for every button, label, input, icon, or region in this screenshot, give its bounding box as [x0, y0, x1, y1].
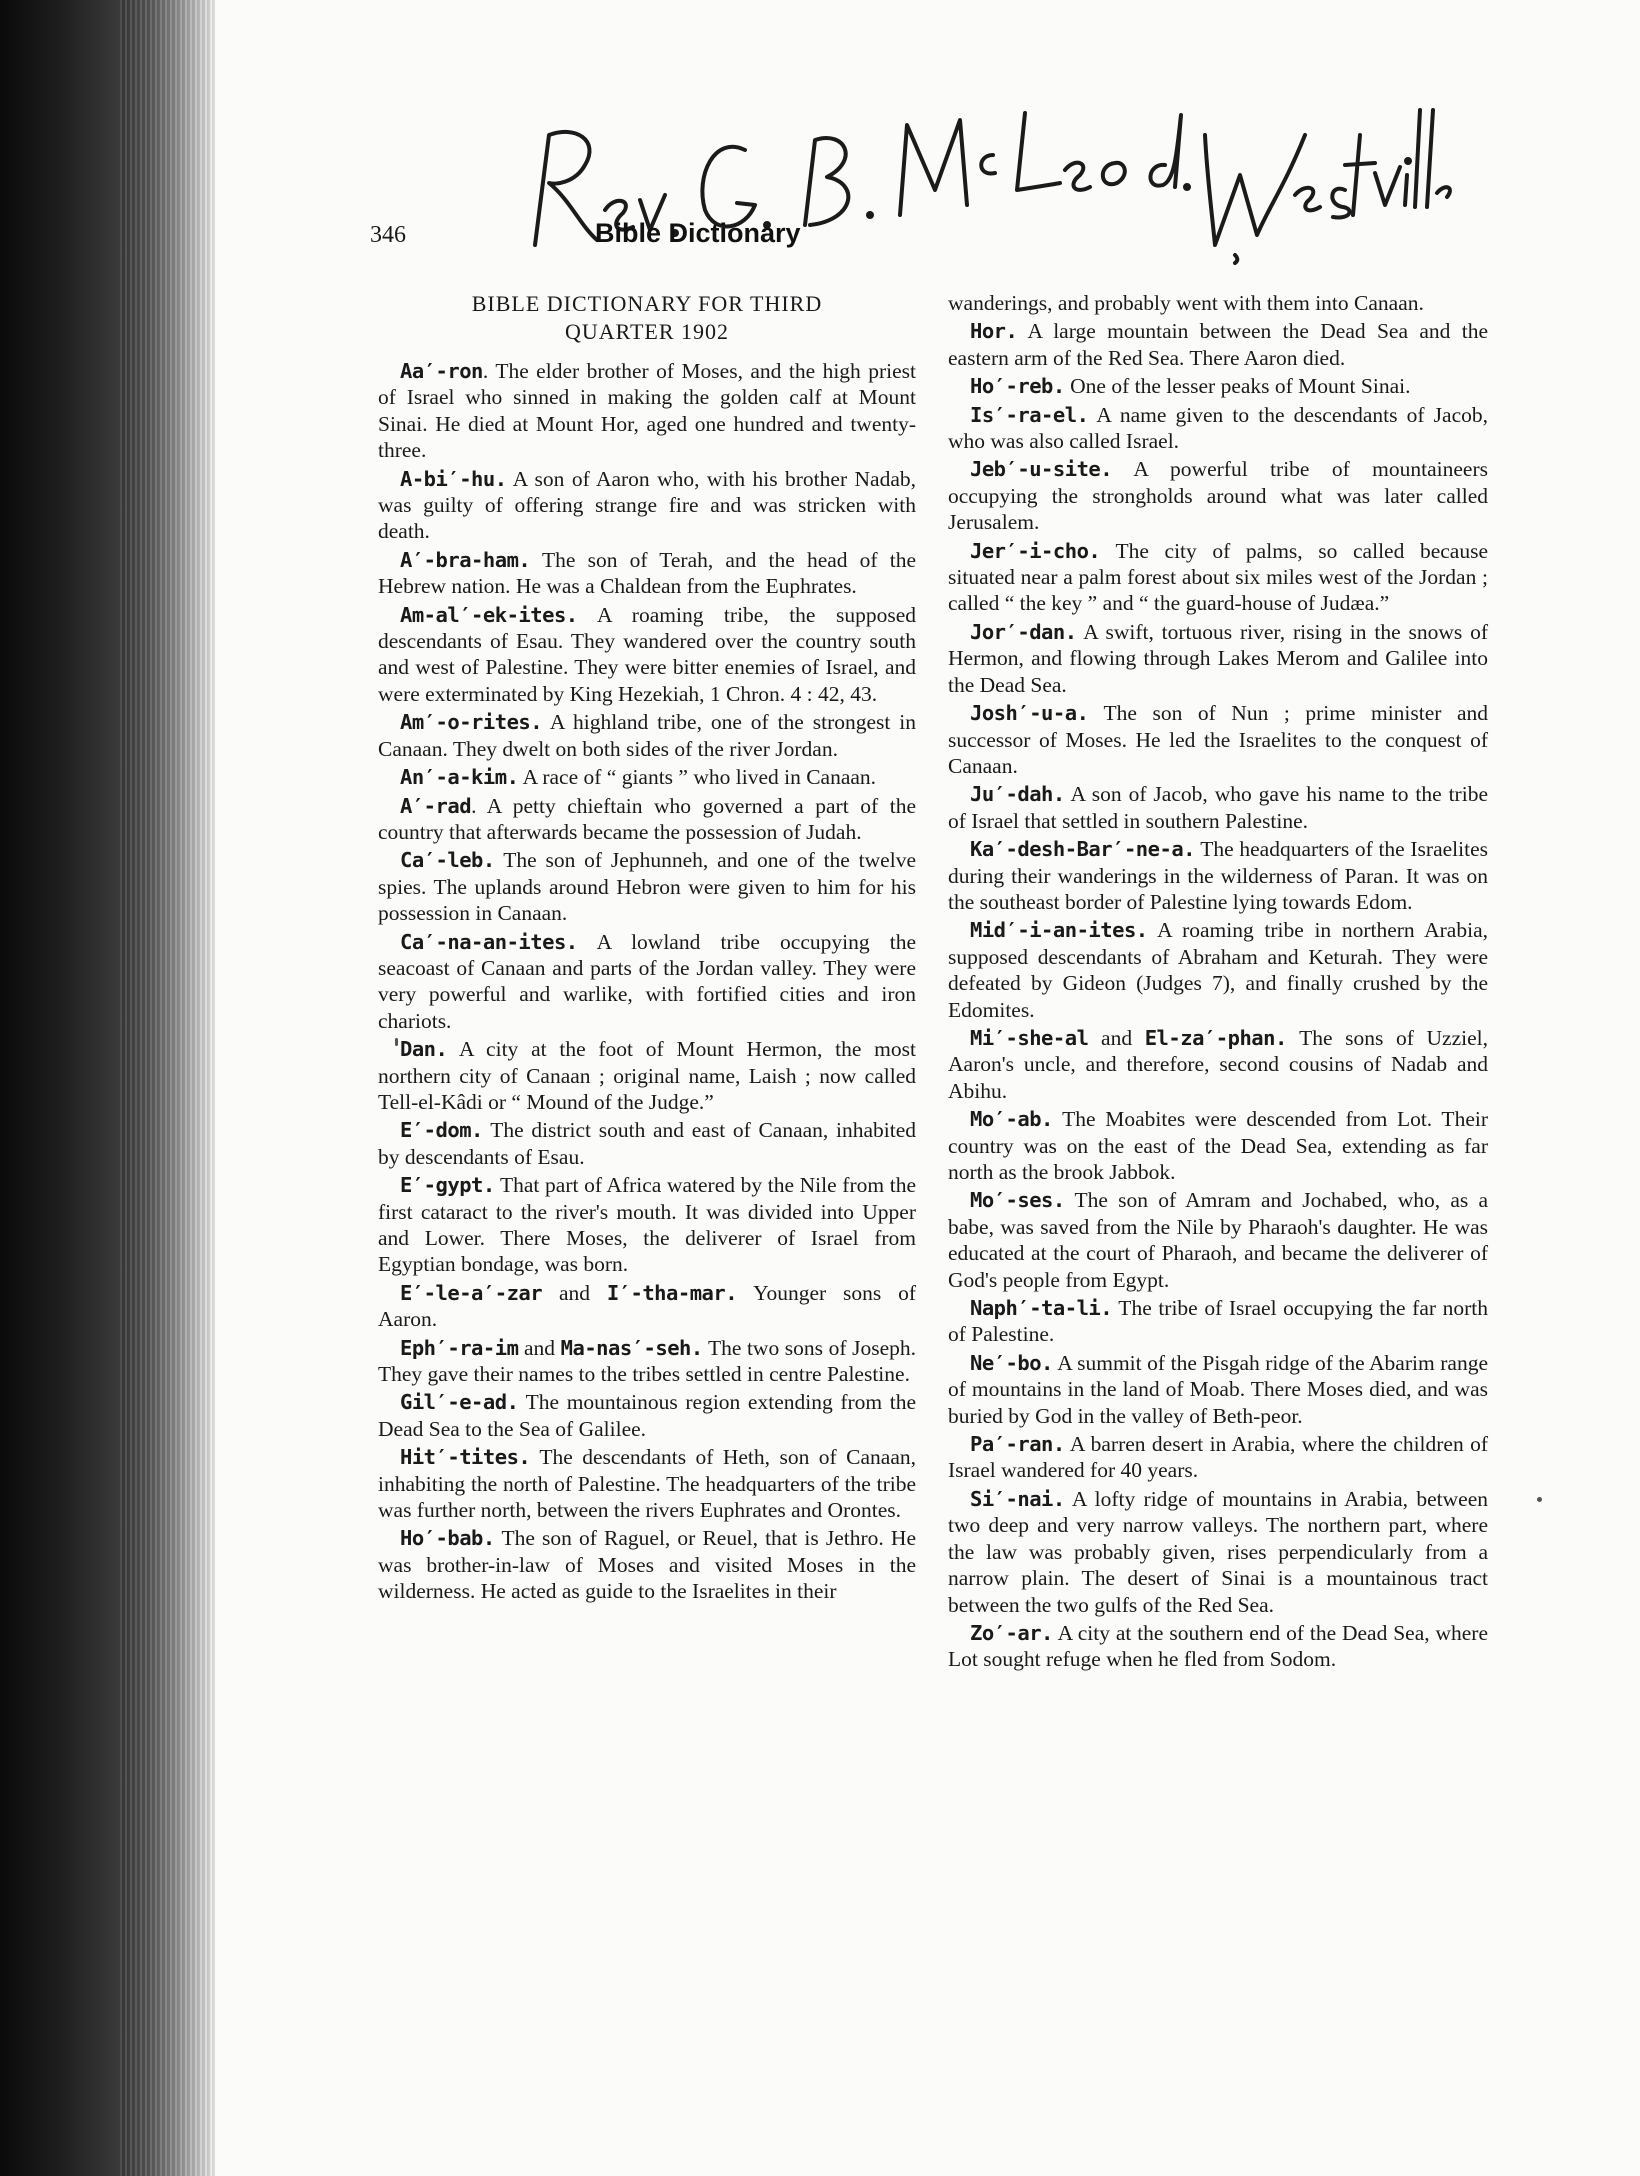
dictionary-entry [948, 1350, 1488, 1429]
dictionary-entry [378, 1335, 916, 1388]
entry-definition: One of the lesser peaks of Mount Sinai. [1064, 374, 1411, 399]
entry-headword: Mo′-ses. [970, 1188, 1065, 1213]
page-number: 346 [370, 222, 406, 248]
left-entry-list [378, 358, 916, 1605]
dictionary-entry [378, 1172, 916, 1278]
dictionary-entry [948, 1106, 1488, 1185]
entry-headword: Ka′-desh-Bar′-ne-a. [970, 837, 1195, 862]
page-speck [1537, 1497, 1542, 1502]
entry-definition: The district south and east of Canaan, inhabited by descendants of Esau. [378, 1118, 916, 1169]
entry-definition: The mountainous region extending from the Dead Sea to the Sea of Galilee. [378, 1390, 916, 1441]
entry-headword: E′-dom. [400, 1118, 483, 1143]
dictionary-entry [378, 466, 916, 545]
entry-definition: A son of Aaron who, with his brother Nadab, was guilty of offering strange fire and was stricken with death. [378, 466, 916, 544]
entry-definition: A swift, tortuous river, rising in the snows of Hermon, and flowing through Lakes Merom and Galilee into the Dead Sea. [948, 619, 1488, 697]
entry-headword: Mo′-ab. [970, 1107, 1053, 1132]
entry-headword: Gil′-e-ad. [400, 1390, 519, 1415]
entry-headword: Aa′-ron [400, 359, 483, 383]
dictionary-entry [948, 538, 1488, 617]
entry-definition: A powerful tribe of mountaineers occupying the strongholds around what was later called Jerusalem. [948, 457, 1488, 535]
entry-headword: Mi′-she-al [970, 1025, 1089, 1050]
dictionary-page [215, 0, 1640, 2176]
right-column [948, 290, 1488, 1675]
left-column [378, 290, 916, 1607]
dictionary-entry [948, 1295, 1488, 1348]
entry-headword: E′-le-a′-zar [400, 1280, 543, 1305]
entry-headword: Naph′-ta-li. [970, 1296, 1113, 1321]
dictionary-entry [948, 700, 1488, 779]
entry-definition: A lowland tribe occupying the seacoast of Canaan and parts of the Jordan valley. They were very powerful and warlike, with fortified cities and iron chariots. [378, 929, 916, 1033]
entry-headword: An′-a-kim. [400, 765, 519, 790]
entry-definition: The two sons of Joseph. They gave their names to the tribes settled in centre Palestine. [378, 1335, 916, 1387]
entry-definition: The Moabites were descended from Lot. Their country was on the east of the Dead Sea, extending as far north as the brook Jabbok. [948, 1107, 1488, 1184]
entry-definition: A roaming tribe in northern Arabia, supposed descendants of Abraham and Keturah. They were defeated by Gideon (Judges 7), and finally crushed by the Edomites. [948, 918, 1488, 1022]
entry-definition: The sons of Uzziel, Aaron's uncle, and therefore, second cousins of Nadab and Abihu. [948, 1025, 1488, 1103]
entry-definition: The son of Jephunneh, and one of the twelve spies. The uplands around Hebron were given to him for his possession in Canaan. [378, 848, 916, 926]
dictionary-entry [378, 1525, 916, 1604]
page-mark [395, 1038, 398, 1046]
entry-headword: Ma-nas′-seh. [560, 1335, 703, 1360]
entry-definition: A city at the southern end of the Dead Sea, where Lot sought refuge when he fled from Sodom. [948, 1620, 1488, 1672]
entry-definition: A barren desert in Arabia, where the children of Israel wandered for 40 years. [948, 1432, 1488, 1483]
entry-headword: El-za′-phan. [1144, 1025, 1287, 1050]
entry-headword: Ho′-bab. [400, 1526, 495, 1551]
dictionary-entry [378, 1117, 916, 1170]
entry-headword: I′-tha-mar. [606, 1280, 738, 1305]
entry-definition: A lofty ridge of mountains in Arabia, between two deep and very narrow valleys. The northern part, where the law was probably given, rises perpendicularly from a narrow plain. The desert of Sinai is a mountainous tract between the two gulfs of the Red Sea. [948, 1486, 1488, 1617]
page-leaves [120, 0, 215, 2176]
dictionary-entry [378, 1444, 916, 1523]
entry-definition: The son of Nun ; prime minister and successor of Moses. He led the Israelites to the conquest of Canaan. [948, 701, 1488, 778]
entry-definition: The son of Amram and Jochabed, who, as a babe, was saved from the Nile by Pharaoh's daughter. He was educated at the court of Pharaoh, and became the deliverer of God's people from Egypt. [948, 1188, 1488, 1292]
entry-definition: A roaming tribe, the supposed descendants of Esau. They wandered over the country south and west of Palestine. They were bitter enemies of Israel, and were exterminated by King Hezekiah, 1 Chron. 4 : 42, 43. [378, 602, 916, 706]
entry-headword: Eph′-ra-im [400, 1335, 519, 1360]
dictionary-entry [378, 709, 916, 762]
dictionary-entry [948, 1187, 1488, 1293]
entry-definition: The city of palms, so called because situated near a palm forest about six miles west of the Jordan ; called “ the key ” and “ the guard-house of Judæa.” [948, 538, 1488, 616]
entry-definition: A son of Jacob, who gave his name to the tribe of Israel that settled in southern Palestine. [948, 782, 1488, 833]
entry-headword: A′-bra-ham. [400, 547, 531, 572]
entry-headword: Jer′-i-cho. [970, 538, 1101, 563]
entry-conjunction: and [542, 1280, 607, 1305]
entry-headword: Si′-nai. [970, 1486, 1065, 1511]
dictionary-entry [378, 547, 916, 600]
entry-definition: A name given to the descendants of Jacob, who was also called Israel. [948, 402, 1488, 454]
entry-definition: The son of Raguel, or Reuel, that is Jethro. He was brother-in-law of Moses and visited Moses in the wilderness. He acted as guide to the Israelites in their [378, 1526, 916, 1604]
dictionary-entry [948, 1025, 1488, 1104]
entry-headword: A-bi′-hu. [400, 466, 507, 491]
entry-headword: Ca′-leb. [400, 848, 495, 873]
entry-headword: Mid′-i-an-ites. [970, 918, 1148, 943]
entry-headword: Zo′-ar. [970, 1620, 1053, 1645]
entry-definition: A race of “ giants ” who lived in Canaan. [518, 765, 877, 790]
right-entry-list [948, 318, 1488, 1672]
dictionary-entry [378, 764, 916, 790]
entry-definition: The son of Terah, and the head of the Hebrew nation. He was a Chaldean from the Euphrates. [378, 547, 916, 599]
entry-definition: That part of Africa watered by the Nile from the first cataract to the river's mouth. It was divided into Upper and Lower. There Moses, the deliverer of Israel from Egyptian bondage, was born. [378, 1173, 916, 1277]
entry-definition: Younger sons of Aaron. [378, 1280, 916, 1332]
entry-headword: Am-al′-ek-ites. [400, 602, 578, 627]
dictionary-entry [378, 793, 916, 846]
dictionary-entry [948, 318, 1488, 371]
entry-headword: Dan. [400, 1037, 448, 1062]
entry-conjunction: and [1088, 1025, 1145, 1050]
dictionary-entry [948, 402, 1488, 455]
dictionary-entry [948, 619, 1488, 698]
entry-headword: E′-gypt. [400, 1173, 495, 1198]
entry-headword: Josh′-u-a. [970, 701, 1089, 726]
entry-headword: Am′-o-rites. [400, 710, 543, 735]
entry-definition: A highland tribe, one of the strongest in Canaan. They dwelt on both sides of the river Jordan. [378, 710, 916, 761]
entry-headword: A′-rad [400, 793, 472, 818]
dictionary-entry [378, 1389, 916, 1442]
dictionary-entry [948, 373, 1488, 399]
entry-headword: Ne′-bo. [970, 1350, 1053, 1375]
dictionary-entry [378, 358, 916, 464]
dictionary-entry [948, 456, 1488, 535]
dictionary-entry [948, 917, 1488, 1023]
dictionary-entry [378, 929, 916, 1035]
running-head: Bible Dictionary [595, 218, 801, 248]
dictionary-entry [948, 1486, 1488, 1618]
dictionary-entry [378, 602, 916, 708]
dictionary-entry [948, 781, 1488, 834]
dictionary-entry [378, 1036, 916, 1115]
entry-definition: A summit of the Pisgah ridge of the Abarim range of mountains in the land of Moab. There Moses died, and was buried by God in the valley of Beth-peor. [948, 1350, 1488, 1428]
entry-definition: A city at the foot of Mount Hermon, the most northern city of Canaan ; original name, Laish ; now called Tell-el-Kâdi or “ Mound of the Judge.” [378, 1037, 916, 1114]
entry-headword: Hor. [970, 319, 1018, 344]
entry-headword: Ca′-na-an-ites. [400, 929, 578, 954]
section-title [378, 290, 916, 346]
entry-definition: . The elder brother of Moses, and the high priest of Israel who sinned in making the golden calf at Mount Sinai. He died at Mount Hor, aged one hundred and twenty-three. [378, 359, 916, 463]
dictionary-entry [378, 1280, 916, 1333]
dictionary-entry [948, 1431, 1488, 1484]
entry-headword: Ho′-reb. [970, 374, 1065, 399]
entry-headword: Pa′-ran. [970, 1432, 1065, 1457]
entry-definition: The tribe of Israel occupying the far north of Palestine. [948, 1296, 1488, 1347]
entry-conjunction: and [518, 1335, 561, 1360]
dictionary-entry [948, 836, 1488, 915]
entry-definition: The descendants of Heth, son of Canaan, inhabiting the north of Palestine. The headquarters of the tribe was further north, between the rivers Euphrates and Orontes. [378, 1445, 916, 1523]
entry-definition: The headquarters of the Israelites during their wanderings in the wilderness of Paran. It was on the southeast border of Palestine lying towards Edom. [948, 837, 1488, 914]
dictionary-entry [378, 847, 916, 926]
entry-definition: . A petty chieftain who governed a part of the country that afterwards became the possession of Judah. [378, 793, 916, 844]
entry-definition: A large mountain between the Dead Sea and the eastern arm of the Red Sea. There Aaron died. [948, 319, 1488, 370]
entry-headword: Is′-ra-el. [970, 402, 1089, 427]
title-line: BIBLE DICTIONARY FOR THIRD [471, 291, 823, 316]
dictionary-entry [948, 1620, 1488, 1673]
book-edge [0, 0, 215, 2176]
entry-headword: Jor′-dan. [970, 619, 1077, 644]
title-line: QUARTER 1902 [564, 319, 730, 344]
entry-headword: Hit′-tites. [400, 1445, 531, 1470]
continued-text: wanderings, and probably went with them into Canaan. [948, 291, 1424, 315]
entry-headword: Ju′-dah. [970, 782, 1065, 807]
entry-headword: Jeb′-u-site. [970, 457, 1113, 482]
